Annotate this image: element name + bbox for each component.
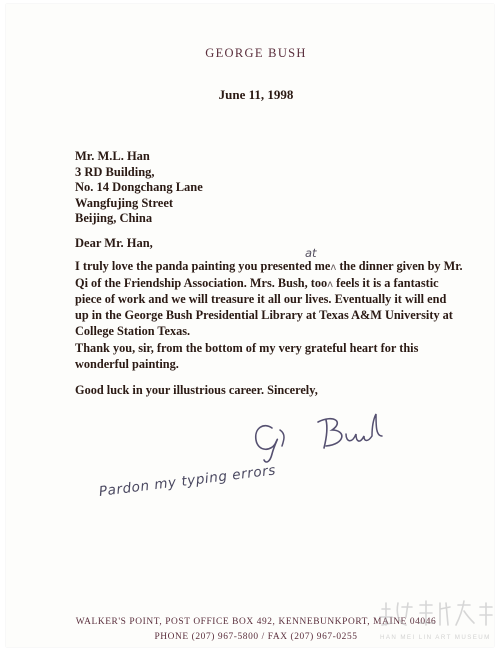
- letter-page: [6, 4, 494, 647]
- salutation: Dear Mr. Han,: [75, 236, 153, 250]
- body-text: Qi of the Friendship Association. Mrs. Bush, too: [75, 275, 328, 290]
- museum-watermark: [376, 595, 498, 650]
- body-text: the dinner given by Mr.: [339, 259, 463, 273]
- letterhead-name: GEORGE BUSH: [205, 46, 307, 60]
- letter-date: June 11, 1998: [218, 87, 294, 102]
- body-paragraph-2: [75, 341, 455, 372]
- insertion-caret-icon: ʌ: [330, 262, 337, 273]
- handwritten-insertion: at: [305, 246, 317, 260]
- address-line: Mr. M.L. Han: [75, 149, 150, 163]
- address-line: 3 RD Building,: [75, 164, 155, 179]
- footer-address: WALKER'S POINT, POST OFFICE BOX 492, KENNEBUNKPORT, MAINE 04046: [75, 617, 437, 627]
- recipient-address: [75, 149, 203, 227]
- body-text: Thank you, sir, from the bottom of my very grateful heart for this: [75, 341, 419, 355]
- footer-phone: PHONE (207) 967-5800 / FAX (207) 967-0255: [154, 632, 358, 642]
- address-line: Wangfujing Street: [75, 195, 174, 210]
- handwritten-note: Pardon my typing errors: [98, 462, 277, 500]
- closing-line: Good luck in your illustrious career. Sincerely,: [75, 383, 318, 397]
- body-text: up in the George Bush Presidential Library at Texas A&M University at: [75, 308, 453, 323]
- svg-text:HAN MEI LIN ART MUSEUM: HAN MEI LIN ART MUSEUM: [380, 634, 491, 641]
- body-paragraph-1: [75, 259, 463, 340]
- body-text: wonderful painting.: [75, 356, 179, 371]
- body-text: I truly love the panda painting you presented me: [75, 259, 331, 273]
- body-text: feels it is a fantastic: [336, 275, 439, 290]
- insertion-caret-icon: ʌ: [327, 278, 334, 290]
- address-line: No. 14 Dongchang Lane: [75, 180, 203, 195]
- address-line: Beijing, China: [75, 211, 153, 226]
- body-text: piece of work and we will treasure it all our lives. Eventually it will end: [75, 292, 447, 307]
- body-text: College Station Texas.: [75, 323, 191, 338]
